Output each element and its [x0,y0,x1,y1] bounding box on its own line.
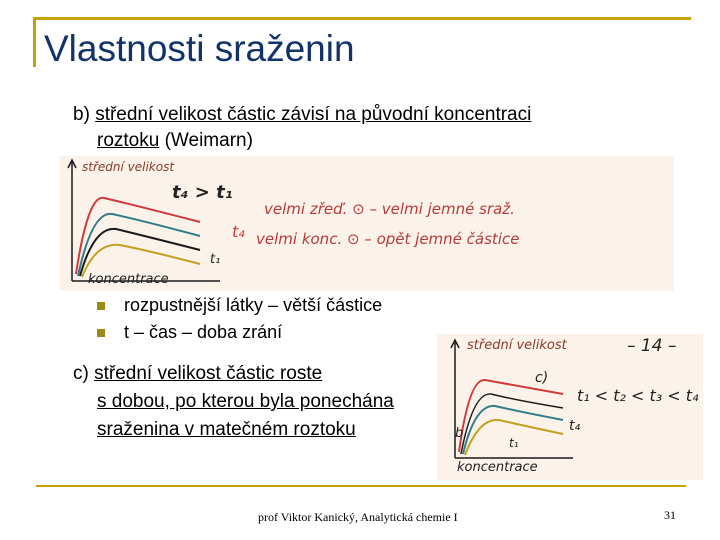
figure-b-note2: velmi konc. ⊙ – opět jemné částice [256,230,520,248]
section-c-marker: c) [73,363,89,384]
section-c-text [73,360,473,444]
figure-b-x-label: koncentrace [88,272,169,287]
figure-c-relation: t₁ < t₂ < t₃ < t₄ [577,386,699,405]
section-b-line2-rest: (Weimarn) [159,130,253,151]
figure-c-page-mark: – 14 – [627,336,677,356]
bullet-item: t – čas – doba zrání [97,319,382,346]
figure-b-t1-label: t₁ [210,252,221,267]
figure-b-y-label: střední velikost [82,160,175,174]
section-c-line3: sraženina v matečném roztoku [97,419,356,440]
handwritten-figure-c [437,334,703,480]
frame-left-line [33,17,36,67]
section-c-line1: střední velikost částic roste [94,363,323,384]
figure-c-b-label: b [455,426,464,441]
figure-c-t1-label: t₁ [509,436,519,450]
figure-c-c-label: c) [535,370,549,386]
bullet-item: rozpustnější látky – větší částice [97,292,382,319]
bullet-marker [97,302,105,310]
figure-b-graph [60,156,674,291]
figure-c-y-label: střední velikost [467,338,567,353]
figure-c-t4-label: t₄ [569,418,581,434]
frame-top-line [33,17,691,20]
section-b-line2: roztoku [97,130,160,151]
handwritten-figure-b [60,156,674,291]
bullet-list [97,292,382,346]
figure-b-t4-label: t₄ [232,222,245,241]
section-c-line2: s dobou, po kterou byla ponechána [97,391,394,412]
page-number: 31 [664,508,676,522]
section-b-marker: b) [73,104,90,125]
bullet-marker [97,329,105,337]
slide-title: Vlastnosti sraženin [44,28,355,69]
figure-b-note1: velmi zřeď. ⊙ – velmi jemné sraž. [264,200,515,218]
figure-b-curve-red [76,198,200,274]
section-b-line1: střední velikost částic závisí na původní koncentraci [95,104,532,125]
frame-bottom-line [36,485,686,487]
section-b-text [73,102,633,154]
figure-b-relation: t₄ > t₁ [172,182,233,203]
figure-c-x-label: koncentrace [457,460,538,475]
footer-author: prof Viktor Kanický, Analytická chemie I [258,510,458,524]
